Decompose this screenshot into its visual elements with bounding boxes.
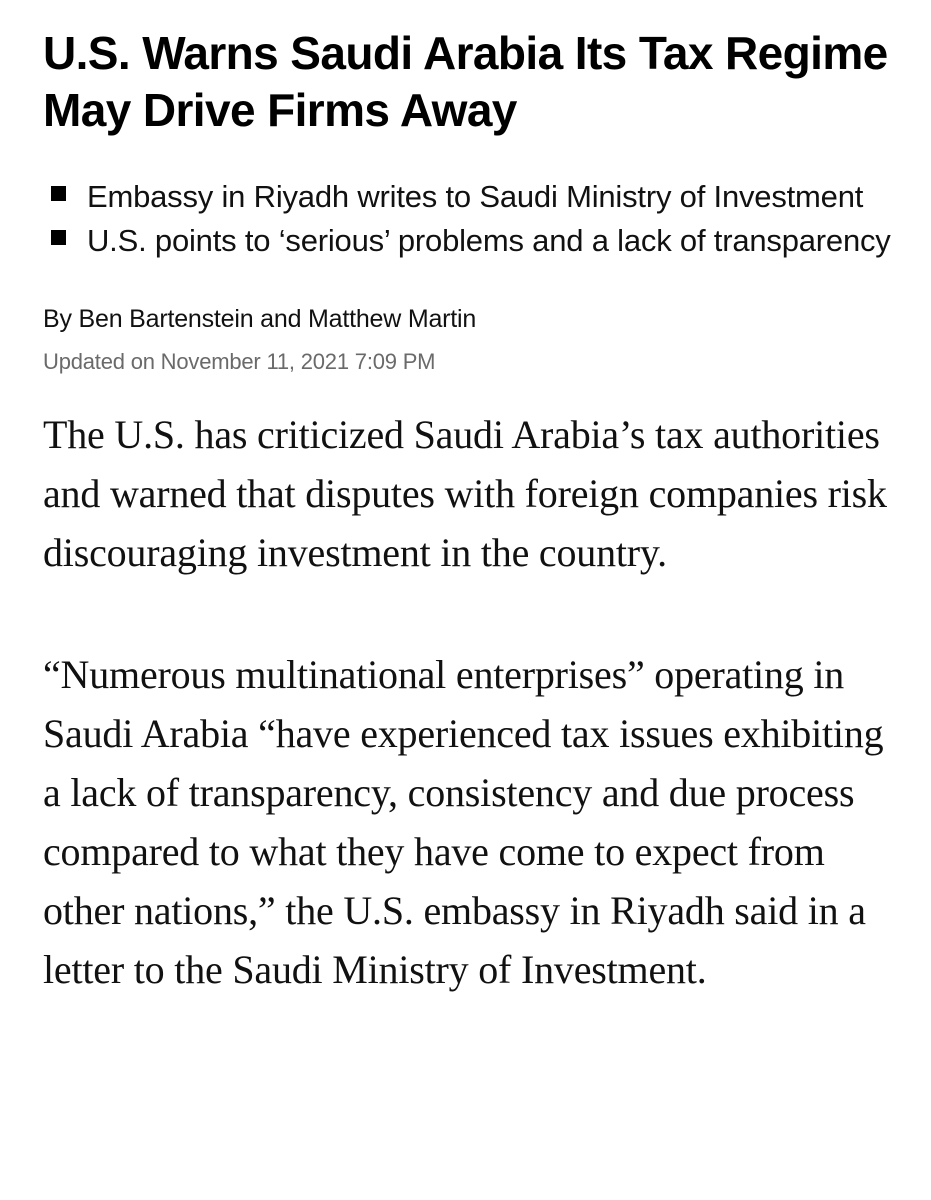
summary-bullets: [43, 175, 903, 263]
body-paragraph: “Numerous multinational enterprises” operating in Saudi Arabia “have experienced tax issues exhibiting a lack of transparency, consistency and due process compared to what they have come to expect from other nations,” the U.S. embassy in Riyadh said in a letter to the Saudi Ministry of Investment.: [43, 652, 884, 992]
summary-bullet: [43, 175, 903, 219]
updated-timestamp: Updated on November 11, 2021 7:09 PM: [43, 349, 436, 374]
square-bullet-icon: [51, 186, 66, 201]
article: [43, 0, 903, 999]
body-paragraph: The U.S. has criticized Saudi Arabia’s tax authorities and warned that disputes with foreign companies risk discouraging investment in the country.: [43, 412, 887, 575]
summary-bullet: [43, 219, 903, 263]
headline: U.S. Warns Saudi Arabia Its Tax Regime May Drive Firms Away: [43, 27, 888, 136]
byline: By Ben Bartenstein and Matthew Martin: [43, 305, 477, 333]
square-bullet-icon: [51, 230, 66, 245]
summary-bullet-text: Embassy in Riyadh writes to Saudi Ministry of Investment: [87, 179, 864, 214]
summary-bullet-text: U.S. points to ‘serious’ problems and a lack of transparency: [87, 223, 891, 258]
